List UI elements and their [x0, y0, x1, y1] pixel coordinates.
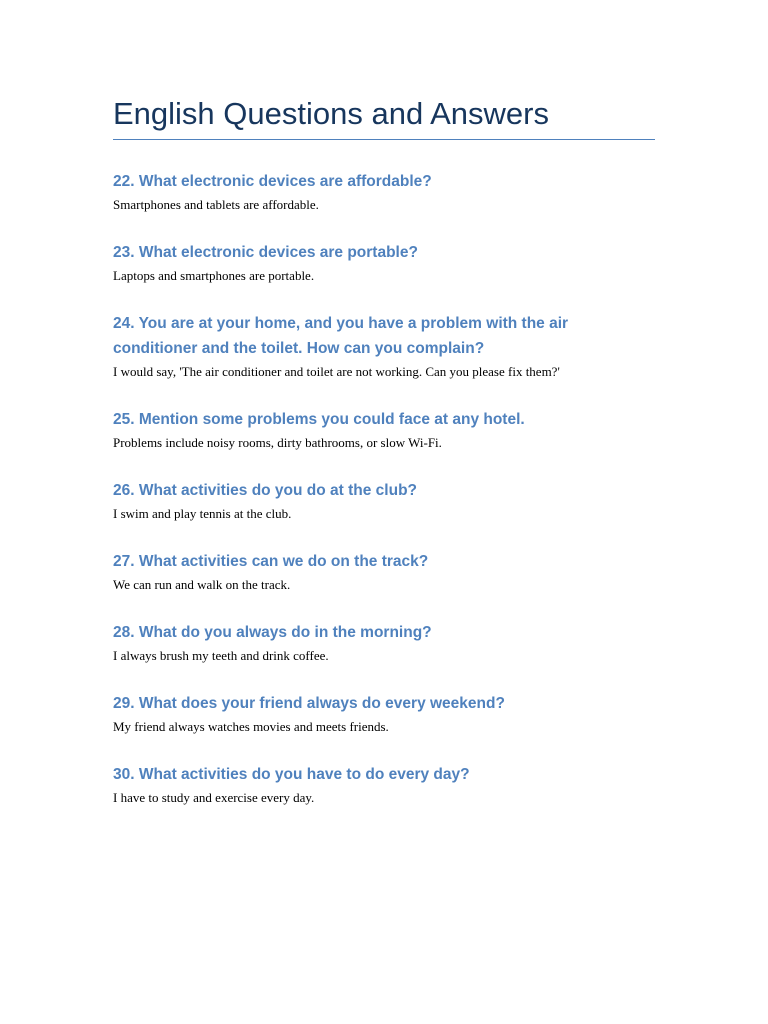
question-heading: 27. What activities can we do on the track? [113, 553, 429, 570]
answer-text: Problems include noisy rooms, dirty bathrooms, or slow Wi-Fi. [113, 435, 442, 450]
qa-item [113, 549, 655, 595]
qa-item [113, 620, 655, 666]
answer-text: Smartphones and tablets are affordable. [113, 197, 319, 212]
answer-text: We can run and walk on the track. [113, 577, 291, 592]
answer-text: My friend always watches movies and meets friends. [113, 719, 389, 734]
answer-text: I always brush my teeth and drink coffee. [113, 648, 329, 663]
document-title: English Questions and Answers [113, 96, 549, 131]
qa-item [113, 691, 655, 737]
qa-item [113, 169, 655, 215]
qa-list [113, 169, 655, 833]
qa-item [113, 407, 655, 453]
qa-item [113, 311, 655, 382]
question-heading: 26. What activities do you do at the club? [113, 482, 418, 499]
question-heading: 25. Mention some problems you could face at any hotel. [113, 411, 525, 428]
question-heading: 28. What do you always do in the morning? [113, 624, 432, 641]
question-heading: 24. You are at your home, and you have a problem with the air conditioner and the toilet. How can you complain? [113, 315, 569, 357]
question-heading: 29. What does your friend always do every weekend? [113, 695, 505, 712]
question-heading: 23. What electronic devices are portable? [113, 244, 418, 261]
question-heading: 30. What activities do you have to do every day? [113, 766, 470, 783]
qa-item [113, 762, 655, 808]
answer-text: Laptops and smartphones are portable. [113, 268, 315, 283]
answer-text: I have to study and exercise every day. [113, 790, 315, 805]
answer-text: I would say, 'The air conditioner and toilet are not working. Can you please fix them?' [113, 364, 560, 379]
question-heading: 22. What electronic devices are affordable? [113, 173, 432, 190]
title-divider [113, 139, 655, 140]
answer-text: I swim and play tennis at the club. [113, 506, 292, 521]
qa-item [113, 478, 655, 524]
qa-item [113, 240, 655, 286]
